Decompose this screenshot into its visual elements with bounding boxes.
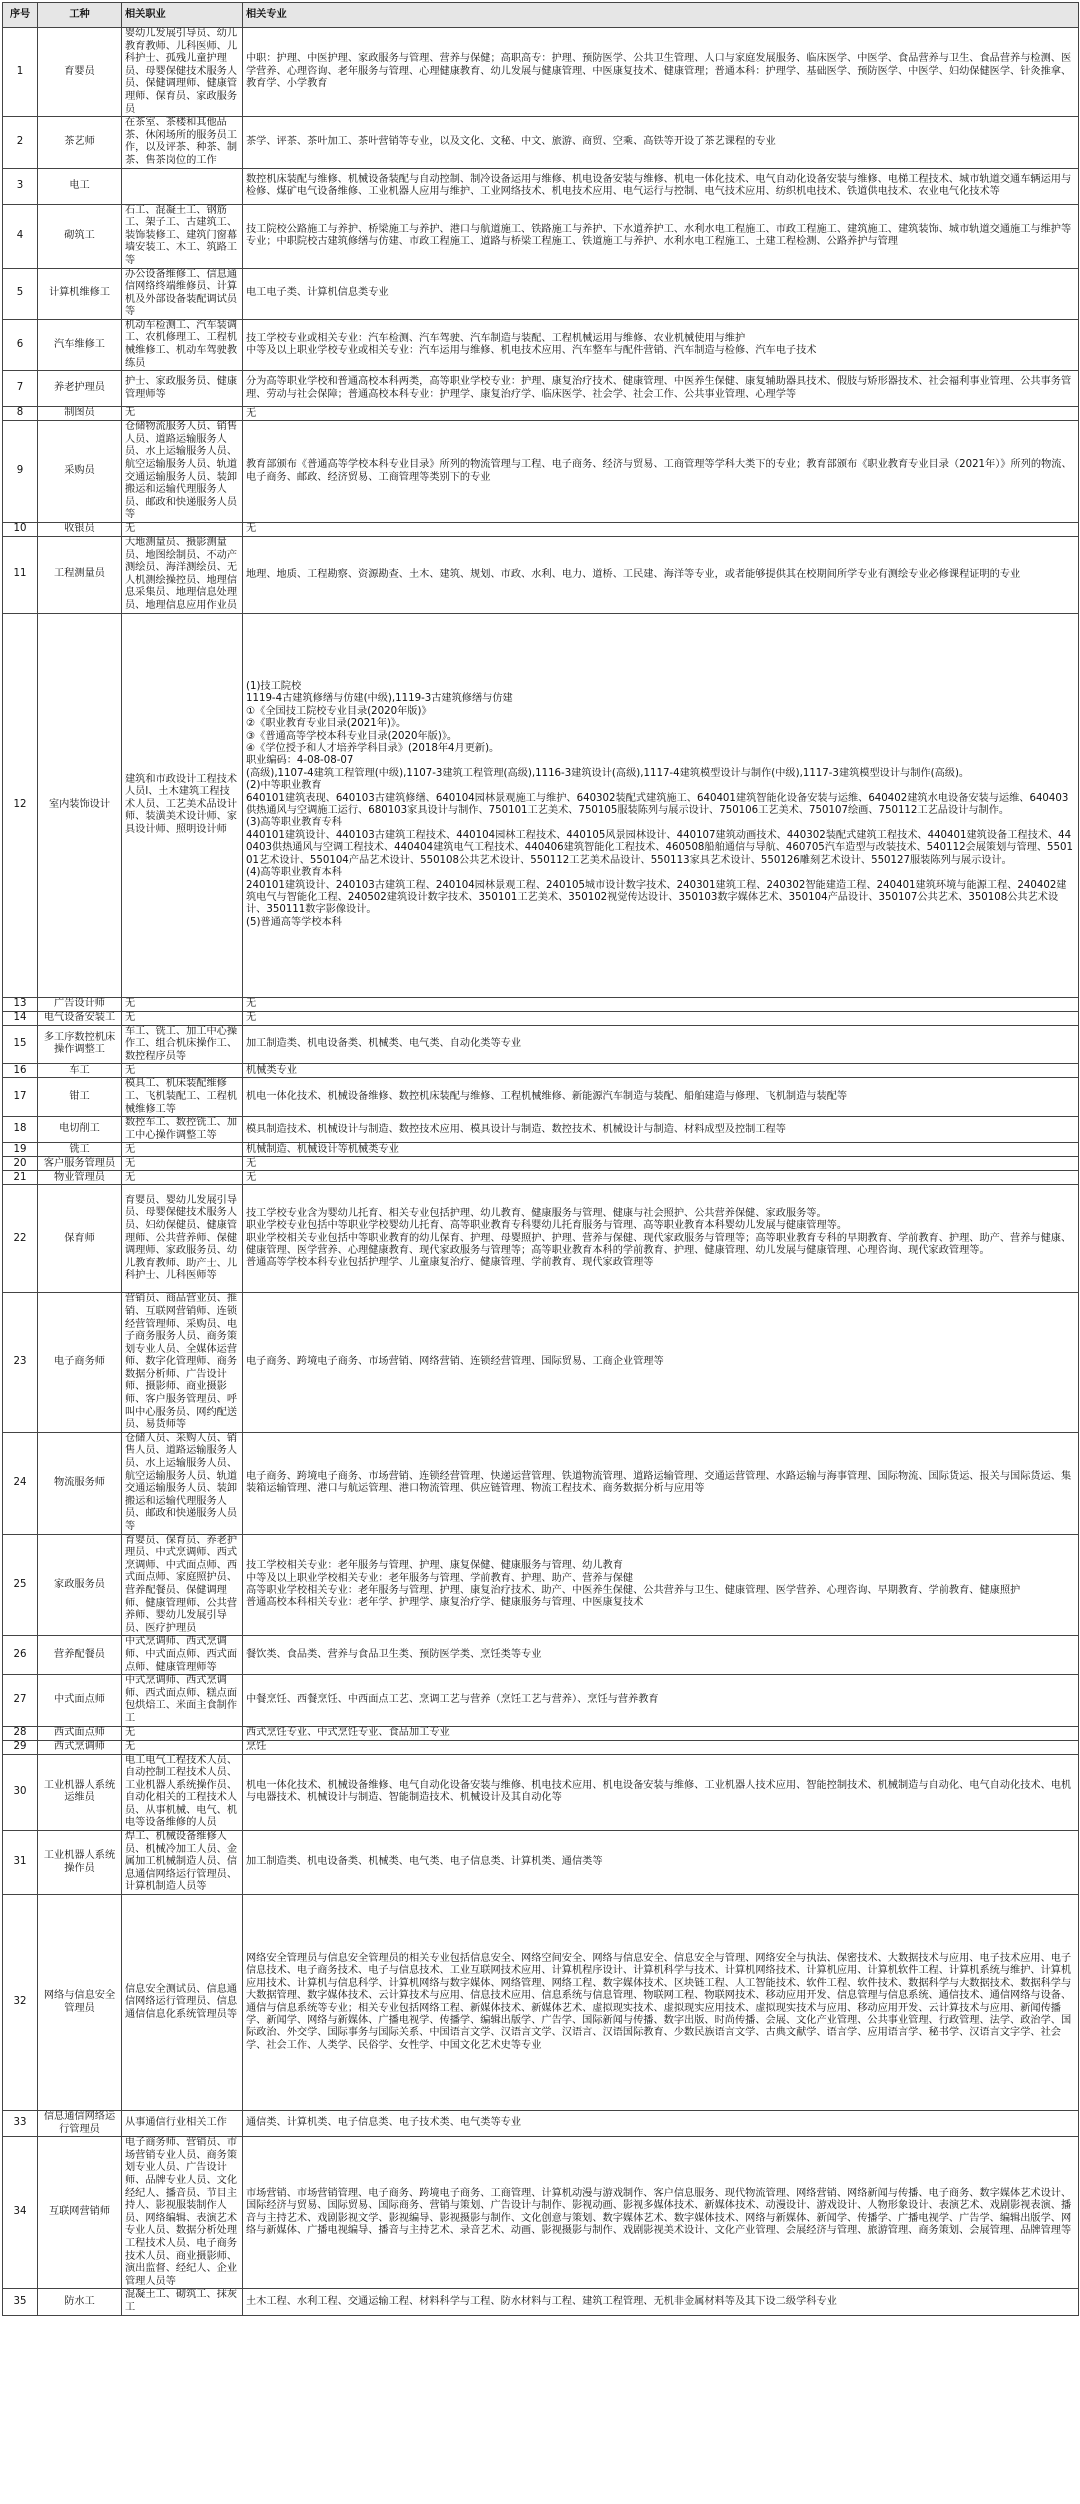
row-majors: 无 [243, 523, 1079, 537]
row-seq: 11 [3, 537, 38, 614]
row-majors: 网络安全管理员与信息安全管理员的相关专业包括信息安全、网络空间安全、网络与信息安全、信息安全与管理、网络安全与执法、保密技术、大数据技术与应用、电子技术应用、电子信息技术、电子商务技术、电子与信息技术、工业互联网技术应用、计算机程序设计、计算机科学与技术、计算机网络技术、计算机应用、计算机软件工程、计算机系统与维护、计算机应用技术、计算机与信息科学、计算机网络与数字媒体、网络管理、网络工程、数字媒体技术、区块链工程、人工智能技术、软件工程、软件技术、数据科学与大数据技术、数据科学与大数据管理、数字媒体技术、云计算技术与应用、信息技术应用、信息系统与信息管理、物联网工程、物联网技术、移动应用开发、信息管理与信息系统、通信技术、通信网络与设备、通信与信息系统等专业；相关专业包括网络工程、新媒体技术、新媒体艺术、虚拟现实技术、虚拟现实应用技术、虚拟现实技术与应用、移动应用开发、云计算技术与应用、新闻传播学、新闻学、网络与新媒体、广播电视学、传播学、编辑出版学、广告学、国际新闻与传播、数字出版、时尚传播、会展、文化产业管理、公共事业管理、行政管理、法学、政治学、国际政治、外交学、国际事务与国际关系、中国语言文学、汉语言文学、汉语言、汉语国际教育、少数民族语言文学、古典文献学、语言学、应用语言学、秘书学、汉语言文字学、社会学、社会工作、人类学、民俗学、女性学、中国文化艺术史等专业 [243, 1895, 1079, 2111]
row-majors: 土木工程、水利工程、交通运输工程、材料科学与工程、防水材料与工程、建筑工程管理、无机非金属材料等及其下设二级学科专业 [243, 2289, 1079, 2315]
row-majors: 烹饪 [243, 1740, 1079, 1754]
row-occupations: 仓储人员、采购人员、销售人员、道路运输服务人员、水上运输服务人员、航空运输服务人员、轨道交通运输服务人员、装卸搬运和运输代理服务人员、邮政和快递服务人员等 [122, 1432, 243, 1534]
row-occupations: 中式烹调师、西式烹调师、中式面点师、西式面点师、健康管理师等 [122, 1636, 243, 1675]
row-occupations: 无 [122, 523, 243, 537]
row-majors: 无 [243, 407, 1079, 421]
row-majors: 通信类、计算机类、电子信息类、电子技术类、电气类等专业 [243, 2111, 1079, 2137]
table-row [3, 1432, 1079, 1534]
row-job: 车工 [38, 1064, 122, 1078]
row-job: 育婴员 [38, 28, 122, 117]
table-row [3, 421, 1079, 523]
table-row [3, 168, 1079, 204]
row-occupations: 育婴员、婴幼儿发展引导员、母婴保健技术服务人员、妇幼保健员、健康管理师、公共营养师、保健调理师、家政服务员、幼儿教育教师、助产士、儿科护士、儿科医师等 [122, 1185, 243, 1293]
row-job: 制图员 [38, 407, 122, 421]
header-row [3, 3, 1079, 28]
table-row [3, 2111, 1079, 2137]
row-job: 汽车维修工 [38, 319, 122, 370]
row-occupations: 办公设备维修工、信息通信网络终端维修员、计算机及外部设备装配调试员等 [122, 268, 243, 319]
row-seq: 25 [3, 1534, 38, 1636]
row-job: 中式面点师 [38, 1675, 122, 1726]
row-occupations: 石工、混凝土工、钢筋工、架子工、古建筑工、装饰装修工、建筑门窗幕墙安装工、木工、筑路工等 [122, 204, 243, 268]
row-occupations: 焊工、机械设备维修人员、机械冷加工人员、金属加工机械制造人员、信息通信网络运行管理员、计算机制造人员等 [122, 1831, 243, 1895]
row-seq: 27 [3, 1675, 38, 1726]
row-occupations: 信息安全测试员、信息通信网络运行管理员、信息通信信息化系统管理员等 [122, 1895, 243, 2111]
row-majors: 电工电子类、计算机信息类专业 [243, 268, 1079, 319]
row-majors: 机械类专业 [243, 1064, 1079, 1078]
row-seq: 17 [3, 1078, 38, 1117]
row-occupations: 无 [122, 1011, 243, 1025]
row-occupations: 中式烹调师、西式烹调师、西式面点师、糕点面包烘焙工、米面主食制作工 [122, 1675, 243, 1726]
table-row [3, 1011, 1079, 1025]
row-majors: 餐饮类、食品类、营养与食品卫生类、预防医学类、烹饪类等专业 [243, 1636, 1079, 1675]
row-job: 电子商务师 [38, 1293, 122, 1433]
row-occupations: 电工电气工程技术人员、自动控制工程技术人员、工业机器人系统操作员、自动化相关的工程技术人员、从事机械、电气、机电等设备维修的人员 [122, 1754, 243, 1831]
row-majors: 技工学校相关专业：老年服务与管理、护理、康复保健、健康服务与管理、幼儿教育 中等及以上职业学校相关专业：老年服务与管理、学前教育、护理、助产、营养与保健 高等职业学校相关专业：老年服务与管理、护理、康复治疗技术、助产、中医养生保健、公共营养与卫生、健康管理、医学营养、心理咨询、早期教育、学前教育、健康照护 普通高校本科相关专业：老年学、护理学、康复治疗学、健康服务与管理、中医康复技术 [243, 1534, 1079, 1636]
row-occupations: 护士、家政服务员、健康管理师等 [122, 371, 243, 407]
row-majors: 加工制造类、机电设备类、机械类、电气类、电子信息类、计算机类、通信类等 [243, 1831, 1079, 1895]
row-seq: 2 [3, 117, 38, 168]
row-job: 工业机器人系统操作员 [38, 1831, 122, 1895]
row-majors: 机电一体化技术、机械设备维修、电气自动化设备安装与维修、机电技术应用、机电设备安装与维修、工业机器人技术应用、智能控制技术、机械制造与自动化、电气自动化技术、电机与电器技术、机械设计与制造、智能制造技术、机械设计及其自动化等 [243, 1754, 1079, 1831]
row-seq: 29 [3, 1740, 38, 1754]
row-seq: 7 [3, 371, 38, 407]
row-job: 防水工 [38, 2289, 122, 2315]
row-occupations: 无 [122, 1064, 243, 1078]
table-row [3, 613, 1079, 997]
table-row [3, 371, 1079, 407]
table-row [3, 1740, 1079, 1754]
row-seq: 6 [3, 319, 38, 370]
row-majors: (1)技工院校 1119-4古建筑修缮与仿建(中级),1119-3古建筑修缮与仿建 ①《全国技工院校专业目录(2020年版)》 ②《职业教育专业目录(2021年)》。 ③《普通高等学校本科专业目录(2020年版)》。 ④《学位授予和人才培养学科目录》(2018年4月更新)。 职业编码：4-08-08-07 (高级),1107-4建筑工程管理(中级),1107-3建筑工程管理(高级),1116-3建筑设计(高级),1117-4建筑模型设计与制作(中级),1117-3建筑模型设计与制作(高级)。 (2)中等职业教育 640101建筑表现、640103古建筑修缮、640104园林景观施工与维护、640302装配式建筑施工、640401建筑智能化设备安装与运维、640402建筑水电设备安装与运维、640403供热通风与空调施工运行、680103家具设计与制作、750101工艺美术、750105服装陈列与展示设计、750106工艺美术、750107绘画、750112工艺品设计与制作。 (3)高等职业教育专科 440101建筑设计、440103古建筑工程技术、440104园林工程技术、440105风景园林设计、440107建筑动画技术、440302装配式建筑工程技术、440401建筑设备工程技术、440403供热通风与空调工程技术、440404建筑电气工程技术、440406建筑智能化工程技术、460508船舶通信与导航、460705汽车造型与改装技术、540112会展策划与管理、550101艺术设计、550104产品艺术设计、550108公共艺术设计、550112工艺美术品设计、550113家具艺术设计、550126雕刻艺术设计、550127服装陈列与展示设计。 (4)高等职业教育本科 240101建筑设计、240103古建筑工程、240104园林景观工程、240105城市设计数字技术、240301建筑工程、240302智能建造工程、240401建筑环境与能源工程、240402建筑电气与智能化工程、240502建筑设计数字技术、350101工艺美术、350102视觉传达设计、350103数字媒体艺术、350104产品设计、350107公共艺术、350108公共艺术设计、350111数字影像设计。 (5)普通高等学校本科 [243, 613, 1079, 997]
row-job: 多工序数控机床操作调整工 [38, 1025, 122, 1064]
row-job: 营养配餐员 [38, 1636, 122, 1675]
row-seq: 19 [3, 1143, 38, 1157]
table-row [3, 2137, 1079, 2289]
row-job: 电工 [38, 168, 122, 204]
row-job: 客户服务管理员 [38, 1157, 122, 1171]
row-occupations: 育婴员、保育员、养老护理员、中式烹调师、西式烹调师、中式面点师、西式面点师、家庭照护员、营养配餐员、保健调理师、健康管理师、公共营养师、婴幼儿发展引导员、医疗护理员 [122, 1534, 243, 1636]
row-seq: 3 [3, 168, 38, 204]
table-row [3, 1534, 1079, 1636]
table-row [3, 1078, 1079, 1117]
table-row [3, 997, 1079, 1011]
row-job: 西式面点师 [38, 1726, 122, 1740]
row-majors: 电子商务、跨境电子商务、市场营销、连锁经营管理、快递运营管理、铁道物流管理、道路运输管理、交通运营管理、水路运输与海事管理、国际物流、国际货运、报关与国际货运、集装箱运输管理、港口与航运管理、港口物流管理、供应链管理、物流工程技术、商务数据分析与应用等 [243, 1432, 1079, 1534]
row-majors: 技工学校专业含为婴幼儿托育、相关专业包括护理、幼儿教育、健康服务与管理、健康与社会照护、公共营养保健、家政服务等。 职业学校专业包括中等职业学校婴幼儿托育、高等职业教育专科婴幼儿托育服务与管理、高等职业教育本科婴幼儿发展与健康管理等。 职业学校相关专业包括中等职业教育的幼儿保育、护理、母婴照护、护理、营养与保健、现代家政服务与管理等；高等职业教育专科的早期教育、学前教育、护理、助产、营养与健康、健康管理、医学营养、心理健康教育、现代家政服务与管理等；高等职业教育本科的学前教育、护理、健康管理、幼儿发展与健康管理、心理咨询、现代家政管理等。 普通高等学校本科专业包括护理学、儿童康复治疗、健康管理、学前教育、现代家政管理等 [243, 1185, 1079, 1293]
row-majors: 电子商务、跨境电子商务、市场营销、网络营销、连锁经营管理、国际贸易、工商企业管理等 [243, 1293, 1079, 1433]
row-seq: 26 [3, 1636, 38, 1675]
row-majors: 加工制造类、机电设备类、机械类、电气类、自动化类等专业 [243, 1025, 1079, 1064]
row-job: 钳工 [38, 1078, 122, 1117]
row-job: 茶艺师 [38, 117, 122, 168]
row-occupations: 机动车检测工、汽车装调工、农机修理工、工程机械维修工、机动车驾驶教练员 [122, 319, 243, 370]
row-occupations: 车工、铣工、加工中心操作工、组合机床操作工、数控程序员等 [122, 1025, 243, 1064]
table-row [3, 1064, 1079, 1078]
row-majors: 地理、地质、工程勘察、资源勘查、土木、建筑、规划、市政、水利、电力、道桥、工民建、海洋等专业，或者能够提供其在校期间所学专业有测绘专业必修课程证明的专业 [243, 537, 1079, 614]
row-majors: 分为高等职业学校和普通高校本科两类，高等职业学校专业：护理、康复治疗技术、健康管理、中医养生保健、康复辅助器具技术、假肢与矫形器技术、社会福利事业管理、公共事务管理、劳动与社会保障；普通高校本科专业：护理学、康复治疗学、临床医学、社会学、社会工作、公共事业管理、心理学等 [243, 371, 1079, 407]
row-occupations: 电子商务师、营销员、市场营销专业人员、商务策划专业人员、广告设计师、品牌专业人员、文化经纪人、播音员、节目主持人、影视服装制作人员、网络编辑、表演艺术专业人员、数据分析处理工程技术人员、电子商务技术人员、商业摄影师、演出监督、经纪人、企业管理人员等 [122, 2137, 243, 2289]
row-seq: 35 [3, 2289, 38, 2315]
row-job: 信息通信网络运行管理员 [38, 2111, 122, 2137]
row-majors: 机械制造、机械设计等机械类专业 [243, 1143, 1079, 1157]
table-row [3, 1636, 1079, 1675]
row-occupations: 仓储物流服务人员、销售人员、道路运输服务人员、水上运输服务人员、航空运输服务人员、轨道交通运输服务人员、装卸搬运和运输代理服务人员、邮政和快递服务人员等 [122, 421, 243, 523]
row-seq: 9 [3, 421, 38, 523]
table-row [3, 1157, 1079, 1171]
row-job: 物业管理员 [38, 1171, 122, 1185]
row-occupations: 无 [122, 1171, 243, 1185]
row-occupations: 无 [122, 407, 243, 421]
row-seq: 31 [3, 1831, 38, 1895]
row-majors: 中职：护理、中医护理、家政服务与管理、营养与保健；高职高专：护理、预防医学、公共卫生管理、人口与家庭发展服务、临床医学、中医学、食品营养与卫生、食品营养与检测、医学营养、心理咨询、老年服务与管理、心理健康教育、幼儿发展与健康管理、中医康复技术、健康管理；普通本科：护理学、基础医学、预防医学、中医学、妇幼保健医学、针灸推拿、教育学、小学教育 [243, 28, 1079, 117]
row-majors: 无 [243, 1171, 1079, 1185]
row-occupations: 无 [122, 1143, 243, 1157]
row-seq: 15 [3, 1025, 38, 1064]
row-seq: 5 [3, 268, 38, 319]
row-seq: 16 [3, 1064, 38, 1078]
row-majors: 中餐烹饪、西餐烹饪、中西面点工艺、烹调工艺与营养（烹饪工艺与营养）、烹饪与营养教育 [243, 1675, 1079, 1726]
row-seq: 24 [3, 1432, 38, 1534]
table-row [3, 1675, 1079, 1726]
row-seq: 14 [3, 1011, 38, 1025]
row-job: 网络与信息安全管理员 [38, 1895, 122, 2111]
table-row [3, 2289, 1079, 2315]
row-majors: 技工学校专业或相关专业：汽车检测、汽车驾驶、汽车制造与装配、工程机械运用与维修、农业机械使用与维护 中等及以上职业学校专业或相关专业：汽车运用与维修、机电技术应用、汽车整车与配件营销、汽车制造与检修、汽车电子技术 [243, 319, 1079, 370]
table-row [3, 1143, 1079, 1157]
row-job: 互联网营销师 [38, 2137, 122, 2289]
table-row [3, 1895, 1079, 2111]
row-job: 物流服务师 [38, 1432, 122, 1534]
row-occupations: 无 [122, 1726, 243, 1740]
table-row [3, 407, 1079, 421]
row-majors: 无 [243, 1011, 1079, 1025]
row-majors: 模具制造技术、机械设计与制造、数控技术应用、模具设计与制造、数控技术、机械设计与制造、材料成型及控制工程等 [243, 1117, 1079, 1143]
table-row [3, 1754, 1079, 1831]
table-row [3, 319, 1079, 370]
row-seq: 10 [3, 523, 38, 537]
row-occupations: 大地测量员、摄影测量员、地图绘制员、不动产测绘员、海洋测绘员、无人机测绘操控员、地理信息采集员、地理信息处理员、地理信息应用作业员 [122, 537, 243, 614]
table-row [3, 537, 1079, 614]
row-majors: 机电一体化技术、机械设备维修、数控机床装配与维修、工程机械维修、新能源汽车制造与装配、船舶建造与修理、飞机制造与装配等 [243, 1078, 1079, 1117]
row-seq: 30 [3, 1754, 38, 1831]
table-row [3, 1726, 1079, 1740]
table-row [3, 117, 1079, 168]
row-seq: 12 [3, 613, 38, 997]
row-occupations: 无 [122, 1740, 243, 1754]
table-row [3, 1185, 1079, 1293]
row-occupations: 数控车工、数控铣工、加工中心操作调整工等 [122, 1117, 243, 1143]
row-seq: 23 [3, 1293, 38, 1433]
row-job: 养老护理员 [38, 371, 122, 407]
row-majors: 市场营销、市场营销管理、电子商务、跨境电子商务、工商管理、计算机动漫与游戏制作、客户信息服务、现代物流管理、网络营销、网络新闻与传播、电子商务、数字媒体艺术设计、国际经济与贸易、国际贸易、国际商务、营销与策划、广告设计与制作、影视动画、影视多媒体技术、新媒体技术、动漫设计、游戏设计、人物形象设计、表演艺术、戏剧影视表演、播音与主持艺术、戏剧影视文学、影视编导、影视摄影与制作、文化创意与策划、数字媒体艺术、数字媒体技术、网络与新媒体、新闻学、传播学、广播电视学、广告学、编辑出版学、网络与新媒体、广播电视编导、播音与主持艺术、录音艺术、动画、影视摄影与制作、戏剧影视美术设计、文化产业管理、会展经济与管理、旅游管理、商务策划、会展管理、品牌管理等 [243, 2137, 1079, 2289]
row-majors: 教育部颁布《普通高等学校本科专业目录》所列的物流管理与工程、电子商务、经济与贸易、工商管理等学科大类下的专业；教育部颁布《职业教育专业目录（2021年）》所列的物流、电子商务、邮政、经济贸易、工商管理等类别下的专业 [243, 421, 1079, 523]
row-occupations: 婴幼儿发展引导员、幼儿教育教师、儿科医师、儿科护士、孤残儿童护理员、母婴保健技术服务人员、保健调理师、健康管理师、保育员、家政服务员 [122, 28, 243, 117]
row-seq: 1 [3, 28, 38, 117]
row-majors: 技工院校公路施工与养护、桥梁施工与养护、港口与航道施工、铁路施工与养护、下水道养护工、水利水电工程施工、市政工程施工、建筑施工、建筑装饰、城市轨道交通施工与维护等专业；中职院校古建筑修缮与仿建、市政工程施工、道路与桥梁工程施工、铁道施工与养护、水利水电工程施工、土建工程检测、公路养护与管理 [243, 204, 1079, 268]
row-majors: 茶学、评茶、茶叶加工、茶叶营销等专业，以及文化、文秘、中文、旅游、商贸、空乘、高铁等开设了茶艺课程的专业 [243, 117, 1079, 168]
row-job: 砌筑工 [38, 204, 122, 268]
table-row [3, 1025, 1079, 1064]
row-job: 家政服务员 [38, 1534, 122, 1636]
row-job: 工程测量员 [38, 537, 122, 614]
table-row [3, 204, 1079, 268]
table-row [3, 1171, 1079, 1185]
row-seq: 34 [3, 2137, 38, 2289]
row-majors: 西式烹饪专业、中式烹饪专业、食品加工专业 [243, 1726, 1079, 1740]
table-row [3, 268, 1079, 319]
row-job: 室内装饰设计 [38, 613, 122, 997]
row-job: 采购员 [38, 421, 122, 523]
row-seq: 20 [3, 1157, 38, 1171]
row-occupations: 混凝土工、砌筑工、抹灰工 [122, 2289, 243, 2315]
row-occupations: 模具工、机床装配维修工、飞机装配工、工程机械维修工等 [122, 1078, 243, 1117]
table-row [3, 1117, 1079, 1143]
header-job: 工种 [38, 3, 122, 28]
row-job: 电切削工 [38, 1117, 122, 1143]
row-seq: 21 [3, 1171, 38, 1185]
row-seq: 28 [3, 1726, 38, 1740]
row-job: 工业机器人系统运维员 [38, 1754, 122, 1831]
table-row [3, 1831, 1079, 1895]
header-majors: 相关专业 [243, 3, 1079, 28]
row-job: 保育师 [38, 1185, 122, 1293]
row-seq: 33 [3, 2111, 38, 2137]
row-job: 铣工 [38, 1143, 122, 1157]
row-occupations: 无 [122, 1157, 243, 1171]
table-row [3, 523, 1079, 537]
row-seq: 32 [3, 1895, 38, 2111]
row-occupations: 无 [122, 997, 243, 1011]
row-job: 广告设计师 [38, 997, 122, 1011]
row-occupations: 营销员、商品营业员、推销、互联网营销师、连锁经营管理师、采购员、电子商务服务人员、商务策划专业人员、全媒体运营师、数字化管理师、商务数据分析师、广告设计师、摄影师、商业摄影师、客户服务管理员、呼叫中心服务员、网约配送员、易货师等 [122, 1293, 243, 1433]
row-job: 收银员 [38, 523, 122, 537]
row-seq: 18 [3, 1117, 38, 1143]
row-majors: 数控机床装配与维修、机械设备装配与自动控制、制冷设备运用与维修、机电设备安装与维修、机电一体化技术、电气自动化设备安装与维修、电梯工程技术、城市轨道交通车辆运用与检修、煤矿电气设备维修、工业机器人应用与维护、工业网络技术、机电技术应用、电气运行与控制、电气技术应用、纺织机电技术、铁道供电技术、农业电气化技术等 [243, 168, 1079, 204]
header-seq: 序号 [3, 3, 38, 28]
row-seq: 13 [3, 997, 38, 1011]
row-occupations: 建筑和市政设计工程技术人员l、土木建筑工程技术人员、工艺美术品设计师、装潢美术设计师、家具设计师、照明设计师 [122, 613, 243, 997]
row-occupations: 从事通信行业相关工作 [122, 2111, 243, 2137]
row-job: 计算机维修工 [38, 268, 122, 319]
row-job: 西式烹调师 [38, 1740, 122, 1754]
majors-table [2, 2, 1079, 2316]
header-occupations: 相关职业 [122, 3, 243, 28]
row-job: 电气设备安装工 [38, 1011, 122, 1025]
row-majors: 无 [243, 997, 1079, 1011]
table-row [3, 1293, 1079, 1433]
table-row [3, 28, 1079, 117]
row-occupations: 在茶室、茶楼和其他品茶、休闲场所的服务员工作，以及评茶、种茶、制茶、售茶岗位的工作 [122, 117, 243, 168]
row-majors: 无 [243, 1157, 1079, 1171]
row-seq: 22 [3, 1185, 38, 1293]
row-occupations [122, 168, 243, 204]
row-seq: 8 [3, 407, 38, 421]
row-seq: 4 [3, 204, 38, 268]
